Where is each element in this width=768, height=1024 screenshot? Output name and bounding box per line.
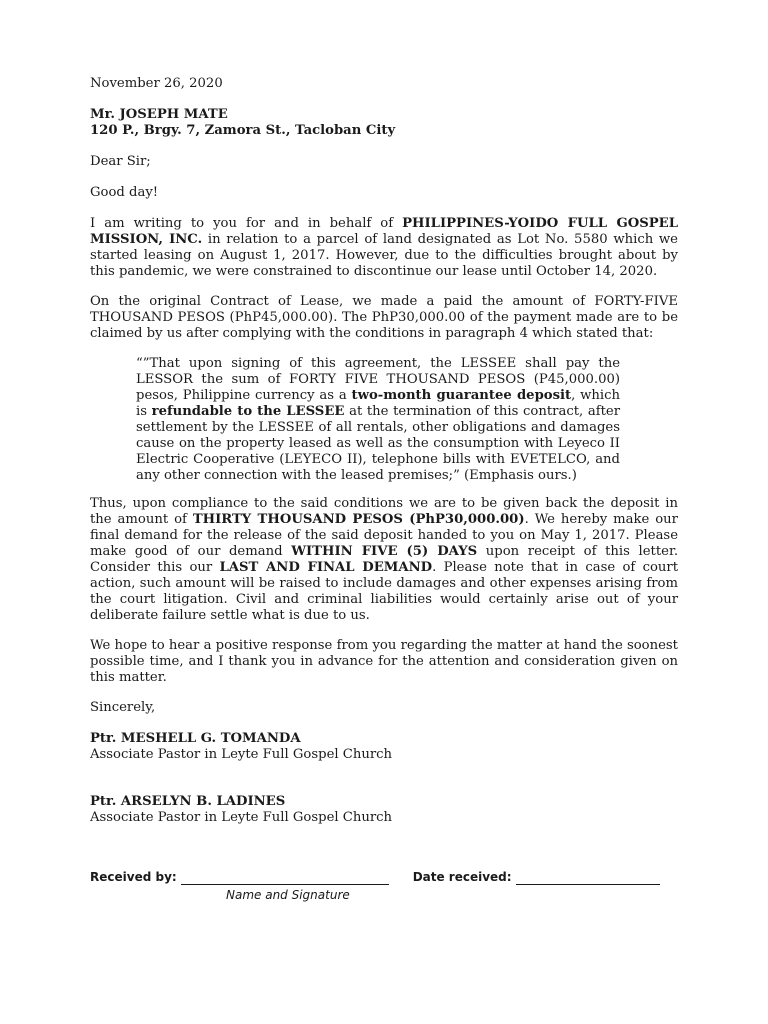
date-received-line — [516, 872, 660, 885]
received-by-label: Received by: — [90, 870, 177, 884]
recipient-name: Mr. JOSEPH MATE — [90, 107, 228, 122]
signer-block — [90, 794, 678, 826]
organization-name: PHILIPPINES-YOIDO FULL GOSPEL MISSION, INC. — [90, 216, 678, 247]
emphasis-amount: THIRTY THOUSAND PESOS (PhP30,000.00) — [192, 512, 525, 527]
receipt-section — [90, 869, 690, 903]
letter-body — [90, 76, 678, 857]
salutation: Dear Sir; — [90, 154, 151, 169]
signer-name: Ptr. ARSELYN B. LADINES — [90, 794, 286, 809]
signer-title: Associate Pastor in Leyte Full Gospel Church — [90, 810, 393, 825]
paragraph-contract: On the original Contract of Lease, we made a paid the amount of FORTY-FIVE THOUSAND PESOS (PhP45,000.00). The PhP30,000.00 of the payment made are to be claimed by us after complying with the conditions in paragraph 4 which stated that: — [90, 294, 678, 341]
greeting: Good day! — [90, 185, 159, 200]
signer-name: Ptr. MESHELL G. TOMANDA — [90, 731, 301, 746]
letter-date: November 26, 2020 — [90, 76, 223, 91]
recipient-address: 120 P., Brgy. 7, Zamora St., Tacloban City — [90, 123, 396, 138]
received-by-line — [181, 872, 389, 885]
contract-quote: “”That upon signing of this agreement, the LESSEE shall pay the LESSOR the sum of FORTY FIVE THOUSAND PESOS (P45,000.00) pesos, Philippine currency as a two-month guarantee deposit, which is refundable to the LESSEE at the termination of this contract, after settlement by the LESSEE of all rentals, other obligations and damages cause on the property leased as well as the consumption with Leyeco II Electric Cooperative (LEYECO II), telephone bills with EVETELCO, and any other connection with the leased premises;” (Emphasis ours.) — [136, 356, 621, 483]
emphasis-deadline: WITHIN FIVE (5) DAYS — [291, 544, 478, 559]
recipient-block — [90, 107, 678, 139]
signer-block — [90, 731, 678, 763]
emphasis-refundable: refundable to the LESSEE — [151, 404, 345, 419]
closing: Sincerely, — [90, 700, 156, 715]
signer-title: Associate Pastor in Leyte Full Gospel Church — [90, 747, 393, 762]
emphasis-deposit: two-month guarantee deposit — [351, 388, 572, 403]
paragraph-intro: I am writing to you for and in behalf of PHILIPPINES-YOIDO FULL GOSPEL MISSION, INC. in relation to a parcel of land designated as Lot No. 5580 which we started leasing on August 1, 2017. However, due to the difficulties brought about by this pandemic, we were constrained to discontinue our lease until October 14, 2020. — [90, 216, 678, 279]
date-received-label: Date received: — [412, 870, 512, 884]
emphasis-final-demand: LAST AND FINAL DEMAND — [219, 560, 433, 575]
paragraph-closing: We hope to hear a positive response from you regarding the matter at hand the soonest possible time, and I thank you in advance for the attention and consideration given on this matter. — [90, 638, 678, 685]
paragraph-demand: Thus, upon compliance to the said conditions we are to be given back the deposit in the amount of THIRTY THOUSAND PESOS (PhP30,000.00). We hereby make our final demand for the release of the said deposit handed to you on May 1, 2017. Please make good of our demand WITHIN FIVE (5) DAYS upon receipt of this letter. Consider this our LAST AND FINAL DEMAND. Please note that in case of court action, such amount will be raised to include damages and other expenses arising from the court litigation. Civil and criminal liabilities would certainly arise out of your deliberate failure settle what is due to us. — [90, 496, 679, 623]
name-signature-caption: Name and Signature — [226, 888, 350, 902]
